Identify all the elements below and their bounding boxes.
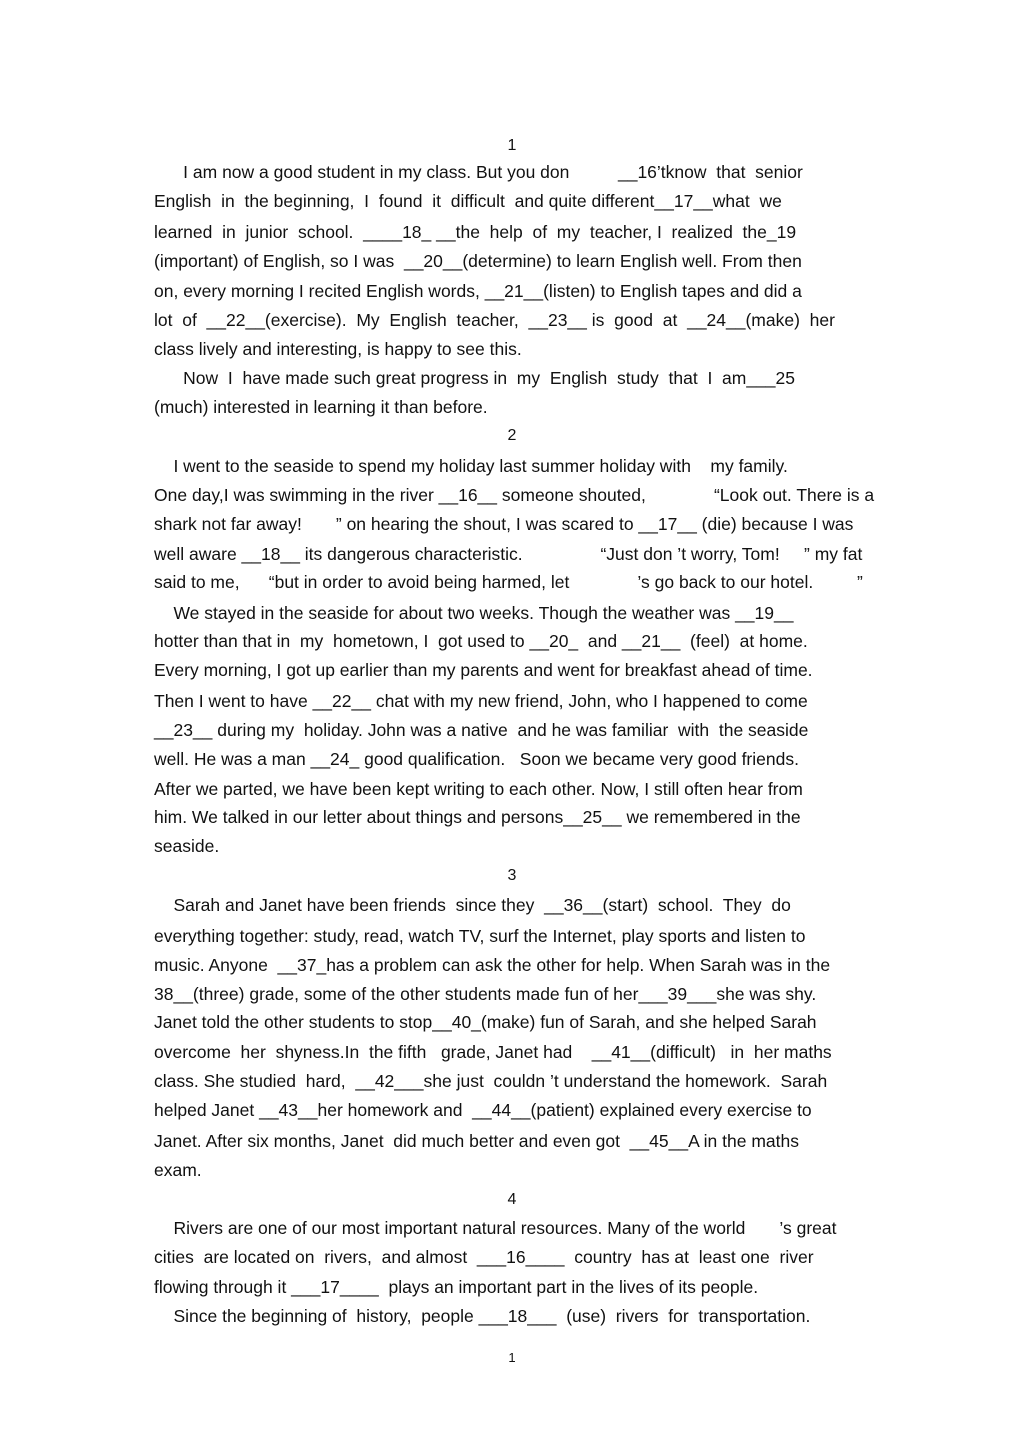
text-line: class. She studied hard, __42___she just couldn ’t understand the homework. Sarah xyxy=(154,1071,828,1091)
text-line: cities are located on rivers, and almost ___16____ country has at least one river xyxy=(154,1247,814,1267)
text-line: said to me, “but in order to avoid being harmed, let ’s go back to our hotel. ” xyxy=(154,572,863,592)
text-line: Janet told the other students to stop__40_(make) fun of Sarah, and she helped Sarah xyxy=(154,1012,817,1032)
text-line: learned in junior school. ____18_ __the help of my teacher, I realized the_19 xyxy=(154,222,797,242)
text-line: Rivers are one of our most important natural resources. Many of the world ’s great xyxy=(154,1218,837,1238)
text-line: flowing through it ___17____ plays an important part in the lives of its people. xyxy=(154,1277,759,1297)
text-line: everything together: study, read, watch TV, surf the Internet, play sports and listen to xyxy=(154,926,806,946)
text-line: __23__ during my holiday. John was a native and he was familiar with the seaside xyxy=(154,720,809,740)
section-number: 4 xyxy=(507,1191,517,1208)
section-number: 3 xyxy=(507,867,517,884)
text-line: shark not far away! ” on hearing the shout, I was scared to __17__ (die) because I was xyxy=(154,514,854,534)
page-footer-number: 1 xyxy=(508,1350,516,1365)
text-line: I went to the seaside to spend my holiday last summer holiday with my family. xyxy=(154,456,788,476)
text-line: exam. xyxy=(154,1160,202,1180)
text-line: English in the beginning, I found it difficult and quite different__17__what we xyxy=(154,191,782,211)
text-line: One day,I was swimming in the river __16__ someone shouted, “Look out. There is a xyxy=(154,485,875,505)
text-line: After we parted, we have been kept writing to each other. Now, I still often hear from xyxy=(154,779,803,799)
text-line: We stayed in the seaside for about two weeks. Though the weather was __19__ xyxy=(154,603,794,623)
text-line: seaside. xyxy=(154,836,220,856)
text-line: well aware __18__ its dangerous characteristic. “Just don ’t worry, Tom! ” my fat xyxy=(154,544,863,564)
text-line: 38__(three) grade, some of the other students made fun of her___39___she was shy. xyxy=(154,984,817,1004)
text-line: on, every morning I recited English words, __21__(listen) to English tapes and did a xyxy=(154,281,802,301)
text-line: him. We talked in our letter about things and persons__25__ we remembered in the xyxy=(154,807,801,827)
text-line: hotter than that in my hometown, I got used to __20_ and __21__ (feel) at home. xyxy=(154,631,808,651)
text-line: well. He was a man __24_ good qualification. Soon we became very good friends. xyxy=(154,749,799,769)
text-line: Sarah and Janet have been friends since they __36__(start) school. They do xyxy=(154,895,791,915)
text-line: (much) interested in learning it than before. xyxy=(154,397,488,417)
text-line: overcome her shyness.In the fifth grade, Janet had __41__(difficult) in her maths xyxy=(154,1042,832,1062)
text-line: class lively and interesting, is happy to see this. xyxy=(154,339,522,359)
text-line: helped Janet __43__her homework and __44__(patient) explained every exercise to xyxy=(154,1100,812,1120)
text-line: Every morning, I got up earlier than my parents and went for breakfast ahead of time. xyxy=(154,660,813,680)
text-line: (important) of English, so I was __20__(determine) to learn English well. From then xyxy=(154,251,802,271)
text-line: Now I have made such great progress in my English study that I am___25 xyxy=(154,368,796,388)
section-number: 2 xyxy=(507,427,517,444)
text-line: Then I went to have __22__ chat with my new friend, John, who I happened to come xyxy=(154,691,808,711)
text-line: Since the beginning of history, people ___18___ (use) rivers for transportation. xyxy=(154,1306,811,1326)
text-line: music. Anyone __37_has a problem can ask the other for help. When Sarah was in the xyxy=(154,955,831,975)
text-line: lot of __22__(exercise). My English teacher, __23__ is good at __24__(make) her xyxy=(154,310,835,330)
text-line: Janet. After six months, Janet did much better and even got __45__A in the maths xyxy=(154,1131,799,1151)
text-line: I am now a good student in my class. But you don __16’tknow that senior xyxy=(154,162,803,182)
section-number: 1 xyxy=(507,137,517,154)
